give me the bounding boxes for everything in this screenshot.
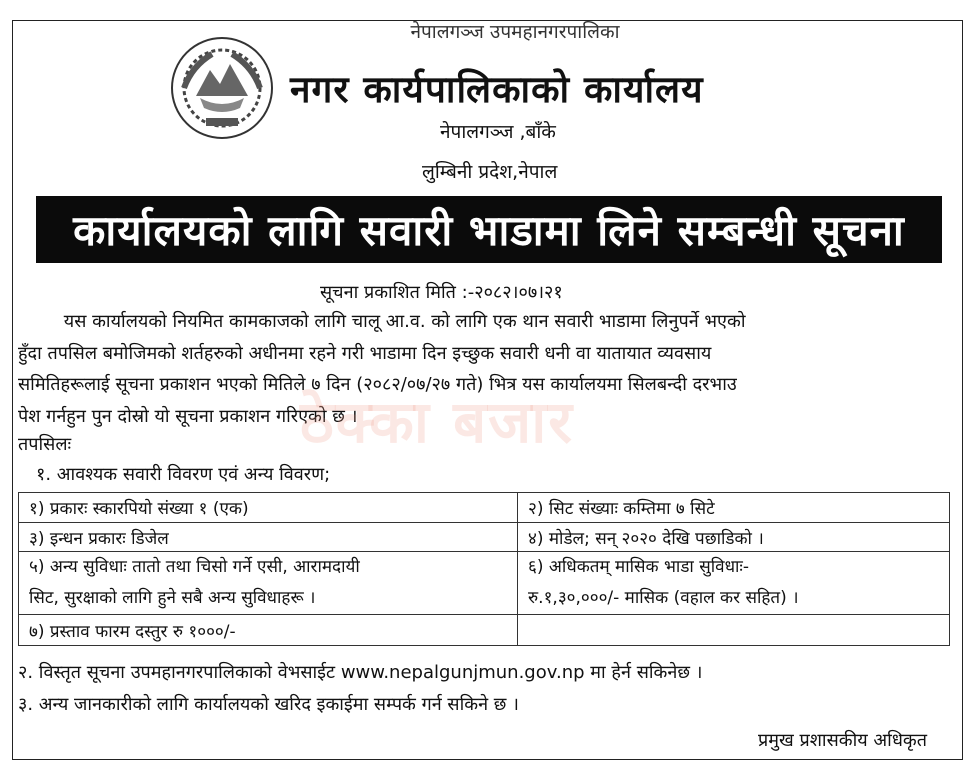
- table-row: [19, 615, 950, 646]
- org-name: नेपालगञ्ज उपमहानगरपालिका: [410, 21, 620, 43]
- paragraph-line: पेश गर्नहुन पुन दोस्रो यो सूचना प्रकाशन गरिएको छ ।: [18, 405, 358, 427]
- signature-title: प्रमुख प्रशासकीय अधिकृत: [758, 730, 927, 751]
- table-row: [19, 552, 950, 615]
- notice-title: कार्यालयको लागि सवारी भाडामा लिने सम्बन्धी सूचना: [73, 206, 905, 255]
- note-website: २. विस्तृत सूचना उपमहानगरपालिकाको वेभसाईट www.nepalgunjmun.gov.np मा हेर्न सकिनेछ ।: [18, 662, 703, 683]
- vehicle-spec-table: [18, 492, 950, 646]
- paragraph-line: यस कार्यालयको नियमित कामकाजको लागि चालू आ.व. को लागि एक थान सवारी भाडामा लिनुपर्ने भएको: [18, 311, 746, 332]
- publish-date: सूचना प्रकाशित मिति :-२०८२।०७।२१: [320, 282, 563, 303]
- location-province: लुम्बिनी प्रदेश,नेपाल: [422, 161, 558, 183]
- item-vehicle-details: १. आवश्यक सवारी विवरण एवं अन्य विवरण;: [36, 464, 331, 485]
- office-name: नगर कार्यपालिकाको कार्यालय: [290, 68, 704, 111]
- spec-model: ४) मोडेल; सन् २०२० देखि पछाडिको ।: [518, 523, 950, 552]
- spec-max-rent-line: ६) अधिकतम् मासिक भाडा सुविधाः-: [528, 557, 749, 577]
- spec-facilities-line: सिट, सुरक्षाको लागि हुने सबै अन्य सुविधाहरू ।: [29, 588, 316, 608]
- paragraph-line: समितिहरूलाई सूचना प्रकाशन भएको मितिले ७ दिन (२०८२/०७/२७ गते) भित्र यस कार्यालयमा सिलबन्दी दरभाउ: [18, 374, 737, 395]
- notice-title-banner: [36, 196, 942, 263]
- table-row: [19, 523, 950, 552]
- spec-form-fee: ७) प्रस्ताव फारम दस्तुर रु १०००/-: [19, 615, 518, 646]
- spec-facilities-line: ५) अन्य सुविधाः तातो तथा चिसो गर्ने एसी, आरामदायी: [29, 557, 360, 577]
- spec-max-rent: [518, 552, 950, 615]
- tapasil-label: तपसिलः: [18, 434, 72, 455]
- spec-type: १) प्रकारः स्कारपियो संख्या १ (एक): [19, 493, 518, 523]
- spec-fuel: ३) इन्धन प्रकारः डिजेल: [19, 523, 518, 552]
- government-emblem-icon: [170, 36, 274, 140]
- spec-facilities: [19, 552, 518, 615]
- spec-max-rent-line: रु.१,३०,०००/- मासिक (वहाल कर सहित) ।: [528, 588, 799, 608]
- table-row: [19, 493, 950, 523]
- paragraph-line: हुँदा तपसिल बमोजिमको शर्तहरुको अधीनमा रहने गरी भाडामा दिन इच्छुक सवारी धनी वा यातायात व्यवसाय: [18, 342, 712, 364]
- note-contact: ३. अन्य जानकारीको लागि कार्यालयको खरिद इकाईमा सम्पर्क गर्न सकिने छ ।: [18, 694, 519, 715]
- location-district: नेपालगञ्ज ,बाँके: [440, 121, 556, 143]
- spec-empty-cell: [518, 615, 950, 646]
- spec-seats: २) सिट संख्याः कम्तिमा ७ सिटे: [518, 493, 950, 523]
- notice-paragraph: [18, 306, 958, 432]
- watermark-text: ठेक्का बजार: [300, 388, 574, 456]
